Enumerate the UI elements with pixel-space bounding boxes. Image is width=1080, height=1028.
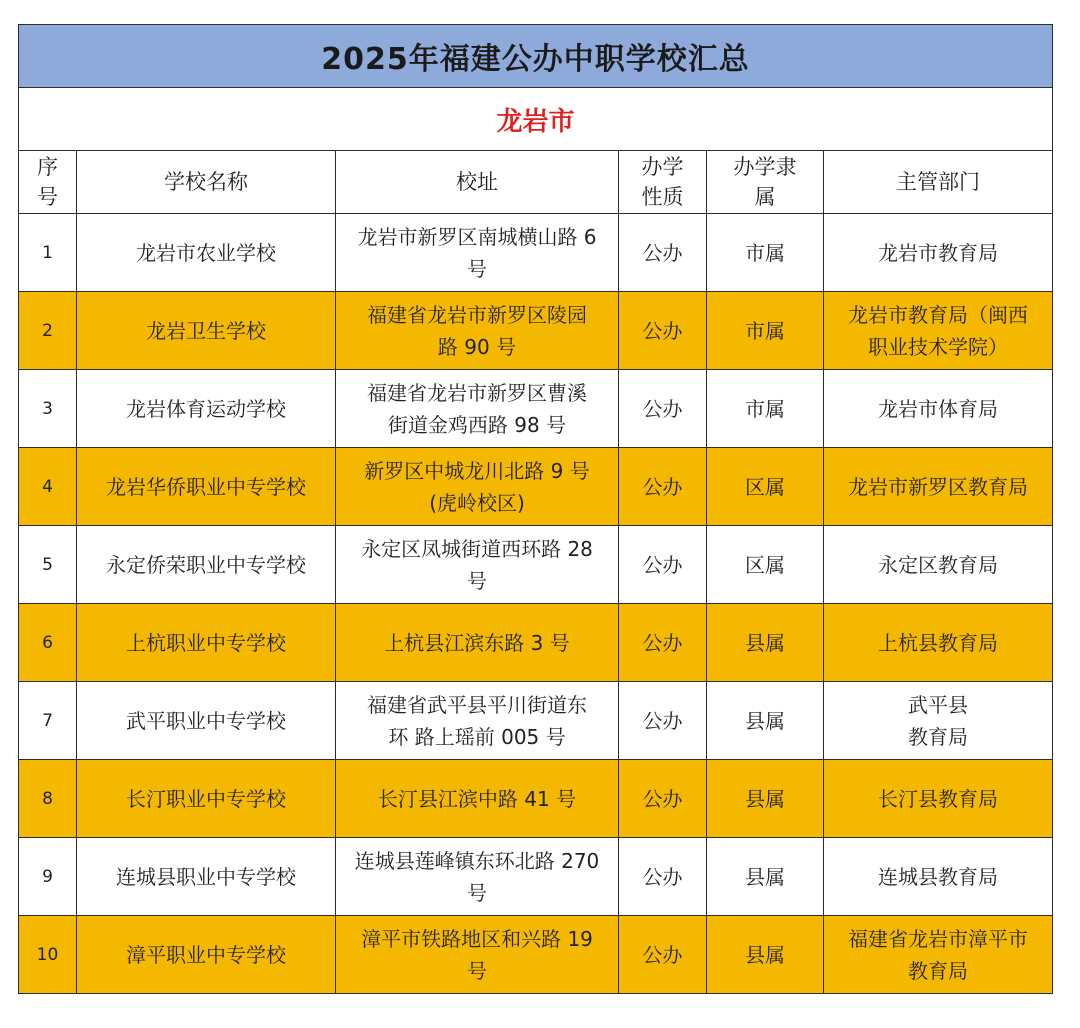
school-address: 漳平市铁路地区和兴路 19 号 xyxy=(336,916,619,994)
table-body xyxy=(19,214,1053,994)
row-index: 3 xyxy=(19,370,77,448)
school-address: 上杭县江滨东路 3 号 xyxy=(336,604,619,682)
school-nature: 公办 xyxy=(619,292,707,370)
school-nature: 公办 xyxy=(619,370,707,448)
row-index: 10 xyxy=(19,916,77,994)
city-heading: 龙岩市 xyxy=(19,88,1053,151)
school-authority: 福建省龙岩市漳平市 教育局 xyxy=(824,916,1053,994)
school-nature: 公办 xyxy=(619,760,707,838)
title-row xyxy=(19,25,1053,88)
table-row xyxy=(19,838,1053,916)
header-row xyxy=(19,151,1053,214)
col-header-nature: 办学 性质 xyxy=(619,151,707,214)
school-affiliation: 县属 xyxy=(707,760,824,838)
school-nature: 公办 xyxy=(619,526,707,604)
school-address: 连城县莲峰镇东环北路 270 号 xyxy=(336,838,619,916)
school-name: 武平职业中专学校 xyxy=(77,682,336,760)
table-row xyxy=(19,214,1053,292)
col-header-address: 校址 xyxy=(336,151,619,214)
col-header-name: 学校名称 xyxy=(77,151,336,214)
table-row xyxy=(19,526,1053,604)
row-index: 8 xyxy=(19,760,77,838)
school-address: 永定区凤城街道西环路 28 号 xyxy=(336,526,619,604)
school-affiliation: 县属 xyxy=(707,604,824,682)
school-authority: 连城县教育局 xyxy=(824,838,1053,916)
table-row xyxy=(19,916,1053,994)
row-index: 7 xyxy=(19,682,77,760)
school-name: 连城县职业中专学校 xyxy=(77,838,336,916)
row-index: 2 xyxy=(19,292,77,370)
table-row xyxy=(19,760,1053,838)
school-affiliation: 县属 xyxy=(707,916,824,994)
school-affiliation: 市属 xyxy=(707,370,824,448)
school-address: 福建省龙岩市新罗区陵园 路 90 号 xyxy=(336,292,619,370)
row-index: 5 xyxy=(19,526,77,604)
school-affiliation: 县属 xyxy=(707,682,824,760)
city-row xyxy=(19,88,1053,151)
row-index: 9 xyxy=(19,838,77,916)
school-name: 龙岩市农业学校 xyxy=(77,214,336,292)
table-title: 2025年福建公办中职学校汇总 xyxy=(19,25,1053,88)
school-authority: 上杭县教育局 xyxy=(824,604,1053,682)
table-row xyxy=(19,370,1053,448)
school-name: 长汀职业中专学校 xyxy=(77,760,336,838)
school-name: 龙岩华侨职业中专学校 xyxy=(77,448,336,526)
school-name: 漳平职业中专学校 xyxy=(77,916,336,994)
school-address: 新罗区中城龙川北路 9 号 (虎岭校区) xyxy=(336,448,619,526)
school-authority: 长汀县教育局 xyxy=(824,760,1053,838)
school-name: 龙岩卫生学校 xyxy=(77,292,336,370)
table-row xyxy=(19,292,1053,370)
school-address: 长汀县江滨中路 41 号 xyxy=(336,760,619,838)
row-index: 4 xyxy=(19,448,77,526)
school-affiliation: 市属 xyxy=(707,214,824,292)
school-authority: 永定区教育局 xyxy=(824,526,1053,604)
table-row xyxy=(19,604,1053,682)
row-index: 6 xyxy=(19,604,77,682)
school-affiliation: 县属 xyxy=(707,838,824,916)
school-address: 福建省武平县平川街道东 环 路上瑶前 005 号 xyxy=(336,682,619,760)
school-affiliation: 区属 xyxy=(707,448,824,526)
col-header-affiliation: 办学隶 属 xyxy=(707,151,824,214)
school-nature: 公办 xyxy=(619,916,707,994)
school-authority: 龙岩市教育局（闽西 职业技术学院） xyxy=(824,292,1053,370)
col-header-index: 序 号 xyxy=(19,151,77,214)
table-row xyxy=(19,682,1053,760)
school-affiliation: 市属 xyxy=(707,292,824,370)
school-summary-sheet xyxy=(18,24,1052,994)
school-address: 福建省龙岩市新罗区曹溪 街道金鸡西路 98 号 xyxy=(336,370,619,448)
school-address: 龙岩市新罗区南城横山路 6 号 xyxy=(336,214,619,292)
school-table xyxy=(18,24,1053,994)
school-nature: 公办 xyxy=(619,448,707,526)
school-nature: 公办 xyxy=(619,604,707,682)
row-index: 1 xyxy=(19,214,77,292)
school-authority: 龙岩市新罗区教育局 xyxy=(824,448,1053,526)
school-nature: 公办 xyxy=(619,682,707,760)
col-header-authority: 主管部门 xyxy=(824,151,1053,214)
school-name: 龙岩体育运动学校 xyxy=(77,370,336,448)
table-row xyxy=(19,448,1053,526)
school-nature: 公办 xyxy=(619,214,707,292)
school-authority: 龙岩市教育局 xyxy=(824,214,1053,292)
school-name: 永定侨荣职业中专学校 xyxy=(77,526,336,604)
school-authority: 龙岩市体育局 xyxy=(824,370,1053,448)
school-name: 上杭职业中专学校 xyxy=(77,604,336,682)
school-nature: 公办 xyxy=(619,838,707,916)
school-authority: 武平县 教育局 xyxy=(824,682,1053,760)
school-affiliation: 区属 xyxy=(707,526,824,604)
